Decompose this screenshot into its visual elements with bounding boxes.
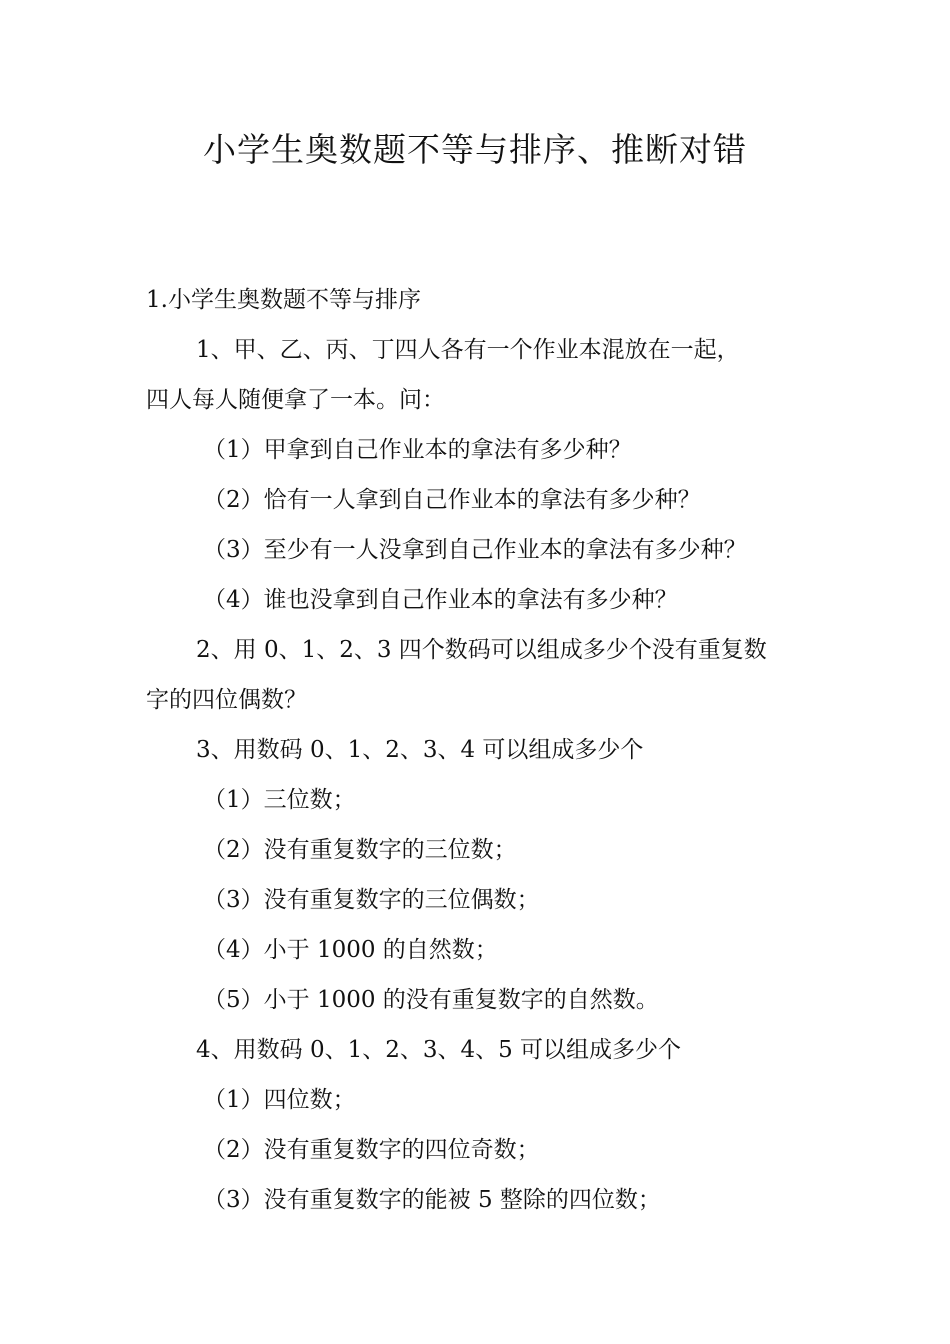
question-4-sub-3: （3）没有重复数字的能被 5 整除的四位数； [203, 1187, 661, 1213]
question-2-line-2: 字的四位偶数？ [146, 687, 307, 713]
question-1-sub-3: （3）至少有一人没拿到自己作业本的拿法有多少种？ [203, 537, 747, 563]
question-1-line-1: 1、甲、乙、丙、丁四人各有一个作业本混放在一起， [196, 337, 740, 363]
question-3-sub-2: （2）没有重复数字的三位数； [203, 837, 517, 863]
question-1-sub-2: （2）恰有一人拿到自己作业本的拿法有多少种？ [203, 487, 701, 513]
question-3-line-1: 3、用数码 0、1、2、3、4 可以组成多少个 [196, 737, 644, 763]
section-heading: 1.小学生奥数题不等与排序 [146, 287, 421, 313]
question-4-sub-1: （1）四位数； [203, 1087, 356, 1113]
question-1-sub-4: （4）谁也没拿到自己作业本的拿法有多少种？ [203, 587, 678, 613]
question-2-line-1: 2、用 0、1、2、3 四个数码可以组成多少个没有重复数 [196, 637, 767, 663]
question-4-sub-2: （2）没有重复数字的四位奇数； [203, 1137, 540, 1163]
question-4-line-1: 4、用数码 0、1、2、3、4、5 可以组成多少个 [196, 1037, 682, 1063]
question-1-line-2: 四人每人随便拿了一本。问： [146, 387, 445, 413]
document-title: 小学生奥数题不等与排序、推断对错 [203, 130, 747, 169]
question-3-sub-3: （3）没有重复数字的三位偶数； [203, 887, 540, 913]
question-3-sub-1: （1）三位数； [203, 787, 356, 813]
question-3-sub-5: （5）小于 1000 的没有重复数字的自然数。 [203, 987, 659, 1013]
question-3-sub-4: （4）小于 1000 的自然数； [203, 937, 498, 963]
question-1-sub-1: （1）甲拿到自己作业本的拿法有多少种？ [203, 437, 632, 463]
